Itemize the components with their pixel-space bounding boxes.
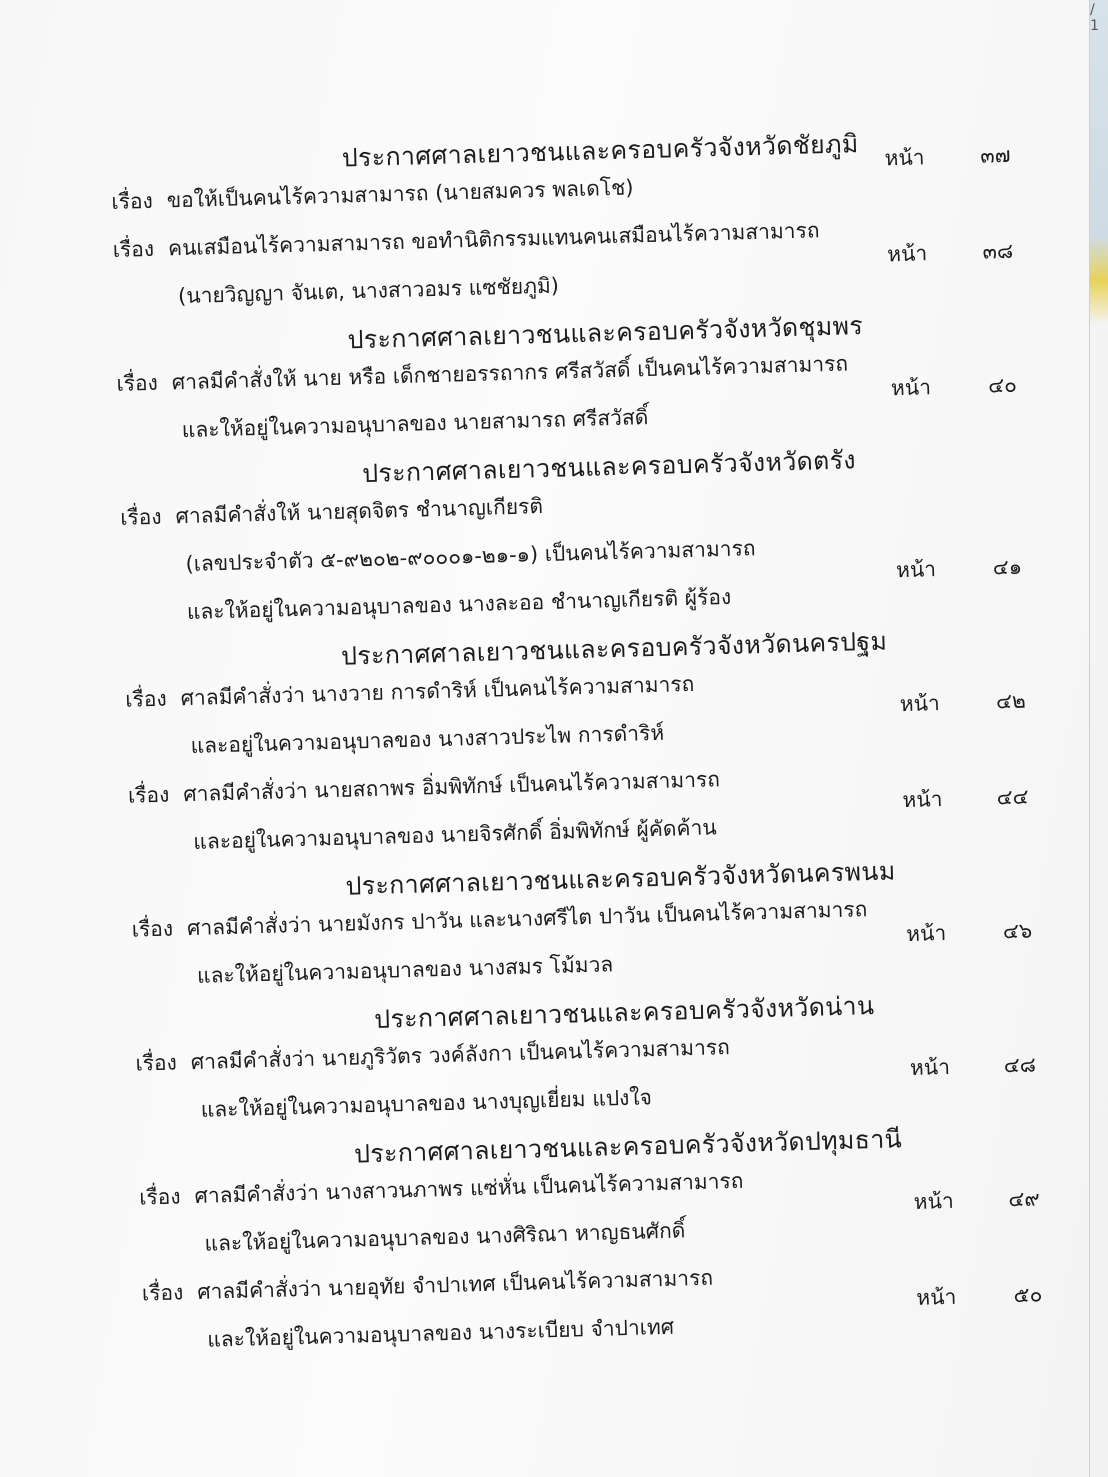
page-label: หน้า — [916, 1284, 957, 1310]
page-reference — [891, 371, 1018, 403]
subject-label: เรื่อง — [131, 916, 174, 942]
section-title: ประกาศศาลเยาวชนและครอบครัวจังหวัดชุมพร — [347, 311, 864, 355]
entry-text: ศาลมีคำสั่งให้ นายสุดจิตร ชำนาญเกียรติ — [175, 494, 544, 529]
page-edge — [1089, 0, 1108, 1477]
page-number: ๔๖ — [1002, 918, 1033, 944]
page-reference — [899, 687, 1026, 719]
page-number: ๔๙ — [1008, 1186, 1040, 1212]
subject-label: เรื่อง — [141, 1280, 184, 1306]
entry-text: และให้อยู่ในความอนุบาลของ นางระเบียบ จำปาเทศ — [206, 1314, 675, 1352]
page-label: หน้า — [905, 920, 947, 947]
table-of-contents — [110, 124, 1064, 1375]
page-reference — [902, 783, 1029, 815]
entry-text: (นายวิญญา จันเต, นางสาวอมร แซชัยภูมิ) — [177, 273, 560, 309]
page-number: ๔๔ — [996, 784, 1029, 810]
page-number: ๔๒ — [995, 688, 1027, 714]
subject-label: เรื่อง — [138, 1184, 181, 1210]
section-title: ประกาศศาลเยาวชนและครอบครัวจังหวัดปทุมธานี — [353, 1124, 903, 1169]
entry-text: ขอให้เป็นคนไร้ความสามารถ (นายสมควร พลเดโช) — [166, 175, 634, 213]
page-label: หน้า — [899, 691, 941, 717]
entry-text: ศาลมีคำสั่งให้ นาย หรือ เด็กชายอรรถากร ศรีสวัสดิ์ เป็นคนไร้ความสามารถ — [171, 351, 849, 395]
section-title: ประกาศศาลเยาวชนและครอบครัวจังหวัดนครพนม — [345, 856, 896, 901]
entry-text: ศาลมีคำสั่งว่า นายภูริวัตร วงค์ลังกา เป็นคนไร้ความสามารถ — [190, 1035, 731, 1075]
edge-mark: / 1 — [1090, 2, 1099, 34]
page-label: หน้า — [886, 241, 928, 267]
entry-text: คนเสมือนไร้ความสามารถ ขอทำนิติกรรมแทนคนเสมือนไร้ความสามารถ — [167, 218, 820, 261]
page-reference — [906, 917, 1033, 949]
toc-entry — [139, 1158, 1061, 1260]
toc-entry — [116, 344, 1038, 446]
page-label: หน้า — [884, 145, 925, 171]
entry-text: และอยู่ในความอนุบาลของ นางสาวประไพ การดำริห์ — [190, 720, 665, 758]
entry-text: ศาลมีคำสั่งว่า นางสาวนภาพร แซ่หั่น เป็นคนไร้ความสามารถ — [194, 1168, 744, 1209]
entry-text: ศาลมีคำสั่งว่า นางวาย การดำริห์ เป็นคนไร้ความสามารถ — [180, 671, 695, 711]
toc-entry — [131, 890, 1053, 992]
page-reference — [910, 1051, 1037, 1083]
subject-label: เรื่อง — [127, 782, 170, 808]
subject-label: เรื่อง — [119, 504, 162, 530]
entry-text: ศาลมีคำสั่งว่า นายมังกร ปาวัน และนางศรีไต ปาวัน เป็นคนไร้ความสามารถ — [186, 897, 868, 941]
page-label: หน้า — [890, 375, 932, 401]
section-title: ประกาศศาลเยาวชนและครอบครัวจังหวัดน่าน — [373, 991, 875, 1034]
page-reference — [913, 1184, 1040, 1216]
page-reference — [884, 141, 1011, 173]
entry-text: และให้อยู่ในความอนุบาลของ นายสามารถ ศรีสวัสดิ์ — [181, 405, 649, 443]
page-number: ๔๘ — [1003, 1052, 1037, 1078]
subject-label: เรื่อง — [112, 236, 155, 262]
page-label: หน้า — [895, 557, 937, 583]
page-label: หน้า — [902, 787, 943, 813]
toc-entry — [128, 756, 1050, 858]
entry-text: ศาลมีคำสั่งว่า นายสถาพร อิ่มพิทักษ์ เป็นคนไร้ความสามารถ — [183, 767, 721, 807]
page-reference — [887, 237, 1014, 269]
section-title: ประกาศศาลเยาวชนและครอบครัวจังหวัดชัยภูมิ — [341, 129, 859, 173]
entry-text: (เลขประจำตัว ๕-๙๒๐๒-๙๐๐๐๑-๒๑-๑) เป็นคนไร้ความสามารถ — [185, 536, 756, 577]
entry-text: และให้อยู่ในความอนุบาลของ นางบุญเยี่ยม แปงใจ — [200, 1085, 653, 1122]
page-label: หน้า — [913, 1188, 955, 1214]
toc-entry — [135, 1024, 1057, 1126]
page-number: ๓๗ — [980, 142, 1011, 168]
page-reference — [916, 1280, 1043, 1312]
toc-entry — [120, 478, 1043, 628]
page-number: ๕๐ — [1013, 1282, 1043, 1308]
toc-entry — [142, 1254, 1064, 1356]
page-reference — [896, 553, 1023, 585]
subject-label: เรื่อง — [116, 370, 159, 396]
entry-text: และอยู่ในความอนุบาลของ นายจิรศักดิ์ อิ่มพิทักษ์ ผู้คัดค้าน — [193, 815, 717, 854]
page-label: หน้า — [909, 1054, 951, 1081]
page-number: ๔๑ — [992, 554, 1023, 580]
page-number: ๔๐ — [987, 372, 1018, 398]
page-number: ๓๘ — [982, 238, 1014, 264]
toc-entry — [125, 660, 1047, 762]
entry-text: ศาลมีคำสั่งว่า นายอุทัย จำปาเทศ เป็นคนไร้ความสามารถ — [196, 1265, 714, 1305]
toc-entry — [112, 210, 1034, 312]
entry-text: และให้อยู่ในความอนุบาลของ นางละออ ชำนาญเกียรติ ผู้ร้อง — [186, 584, 732, 625]
entry-text: และให้อยู่ในความอนุบาลของ นางศิริณา หาญธนศักดิ์ — [204, 1218, 686, 1256]
section-title: ประกาศศาลเยาวชนและครอบครัวจังหวัดนครปฐม — [340, 626, 888, 671]
subject-label: เรื่อง — [125, 686, 168, 712]
subject-label: เรื่อง — [135, 1050, 178, 1076]
entry-text: และให้อยู่ในความอนุบาลของ นางสมร โม้มวล — [196, 952, 614, 988]
section-title: ประกาศศาลเยาวชนและครอบครัวจังหวัดตรัง — [361, 445, 857, 489]
subject-label: เรื่อง — [111, 188, 154, 214]
